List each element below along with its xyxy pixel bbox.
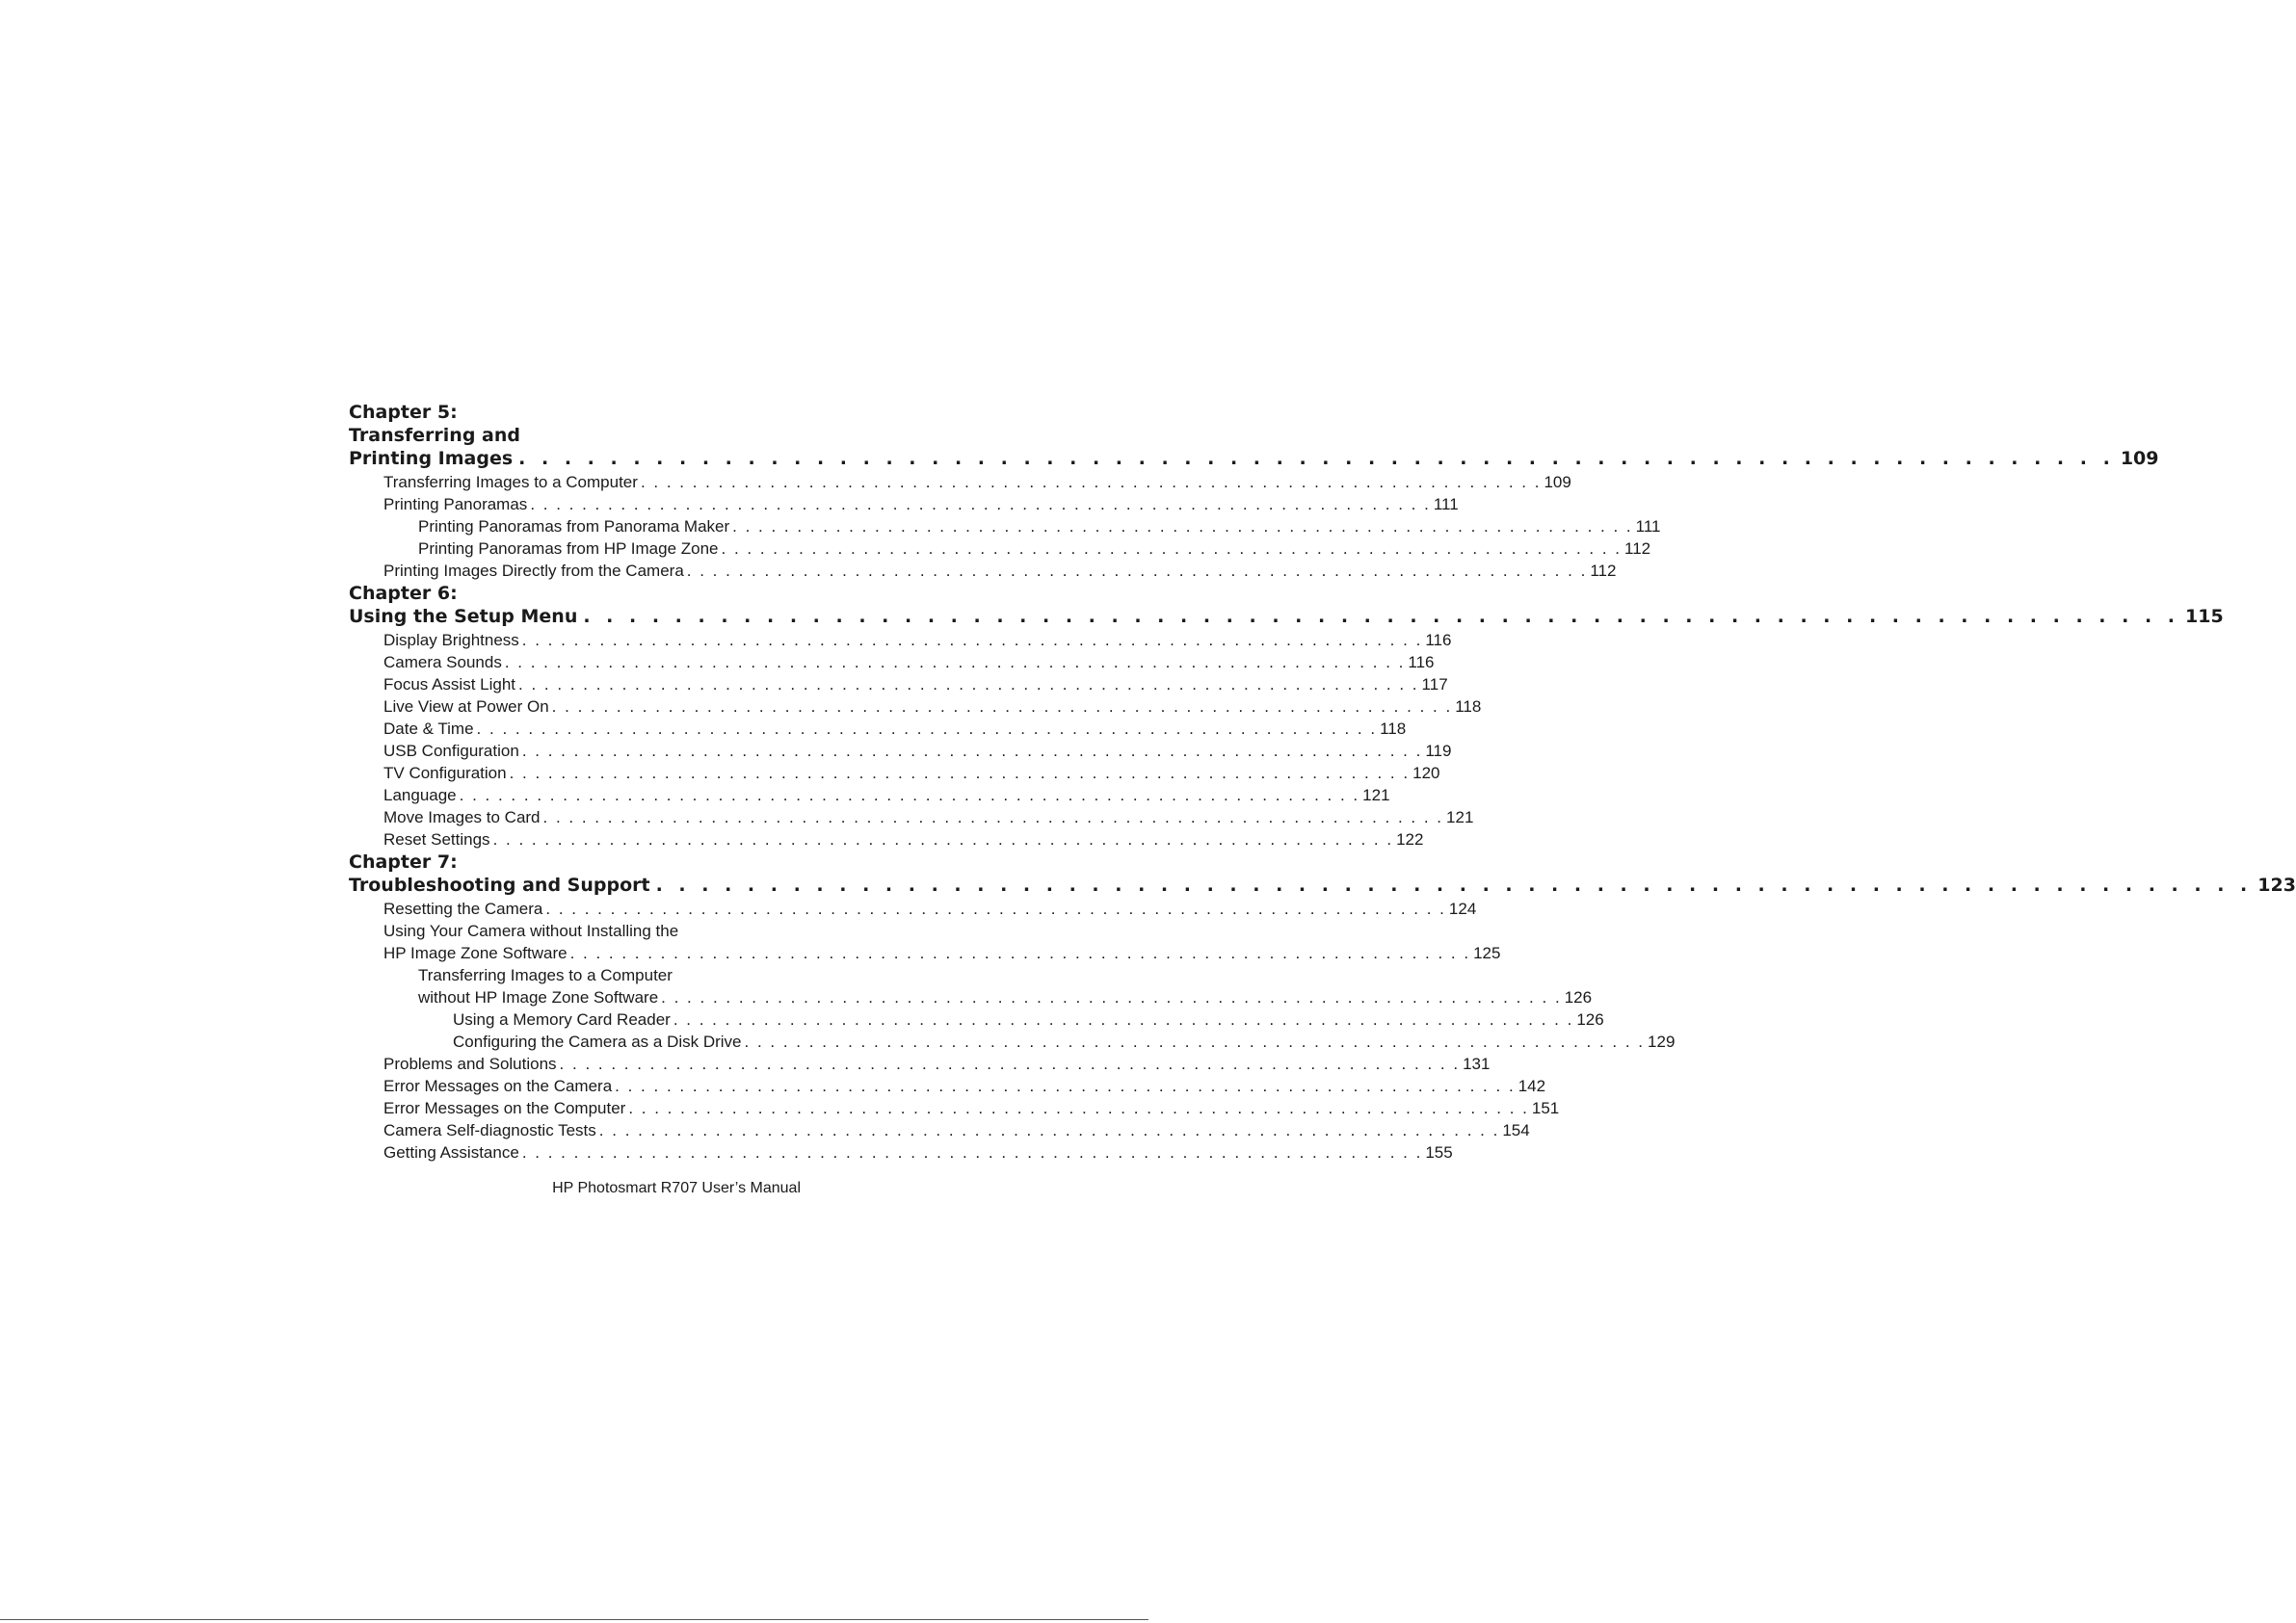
- page-number: 155: [1425, 1143, 1453, 1162]
- toc-entry[interactable]: [349, 673, 1448, 695]
- toc-entry[interactable]: [349, 762, 1440, 784]
- entry-title: HP Image Zone Software: [383, 944, 567, 962]
- page-number: 151: [1531, 1099, 1560, 1117]
- entry-title: Printing Panoramas: [383, 495, 528, 513]
- entry-title: USB Configuration: [383, 742, 519, 760]
- toc-entry[interactable]: [349, 828, 1424, 851]
- chapter-title: Using the Setup Menu: [349, 606, 578, 627]
- leader-dots: . . . . . . . . . . . . . . . . . . . . . . . . . . . . . . . . . . . . . . . . . . . . . . . . . . . . . . . . . . . . . . . . . . . . . .: [518, 448, 2115, 469]
- toc-entry[interactable]: [349, 651, 1435, 673]
- entry-title: TV Configuration: [383, 764, 507, 782]
- chapter-5-title-line1: Transferring and: [349, 425, 520, 446]
- page-number: 121: [1362, 786, 1390, 804]
- toc-entry[interactable]: [349, 1053, 1491, 1075]
- leader-dots: . . . . . . . . . . . . . . . . . . . . . . . . . . . . . . . . . . . . . . . . . . . . . . . . . . . . . . . . . . . . . . . . . . . . . .: [518, 675, 1419, 694]
- entry-title: Date & Time: [383, 720, 474, 738]
- entry-title: without HP Image Zone Software: [418, 988, 659, 1007]
- leader-dots: . . . . . . . . . . . . . . . . . . . . . . . . . . . . . . . . . . . . . . . . . . . . . . . . . . . . . . . . . . . . . . . . . . . . . .: [509, 764, 1411, 782]
- toc-entry[interactable]: [349, 560, 1617, 582]
- toc-entry[interactable]: [349, 1097, 1560, 1119]
- page-number: 111: [1635, 517, 1661, 536]
- leader-dots: . . . . . . . . . . . . . . . . . . . . . . . . . . . . . . . . . . . . . . . . . . . . . . . . . . . . . . . . . . . . . . . . . . . . . .: [504, 653, 1406, 671]
- leader-dots: . . . . . . . . . . . . . . . . . . . . . . . . . . . . . . . . . . . . . . . . . . . . . . . . . . . . . . . . . . . . . . . . . . . . . .: [686, 562, 1588, 580]
- chapter-6-heading[interactable]: [349, 605, 2224, 629]
- leader-dots: . . . . . . . . . . . . . . . . . . . . . . . . . . . . . . . . . . . . . . . . . . . . . . . . . . . . . . . . . . . . . . . . . . . . . .: [476, 720, 1378, 738]
- toc-entry[interactable]: [349, 784, 1390, 806]
- toc-entry[interactable]: [349, 629, 1452, 651]
- entry-title: Using Your Camera without Installing the: [383, 922, 679, 940]
- page-number: 124: [1448, 900, 1477, 918]
- page-number: 126: [1564, 988, 1593, 1007]
- page-number: 129: [1648, 1033, 1676, 1051]
- toc-entry[interactable]: [349, 1075, 1546, 1097]
- page-number: 109: [1544, 473, 1571, 491]
- leader-dots: . . . . . . . . . . . . . . . . . . . . . . . . . . . . . . . . . . . . . . . . . . . . . . . . . . . . . . . . . . . . . . . . . . . . . .: [551, 697, 1453, 716]
- page-number: 121: [1446, 808, 1474, 826]
- leader-dots: . . . . . . . . . . . . . . . . . . . . . . . . . . . . . . . . . . . . . . . . . . . . . . . . . . . . . . . . . . . . . . . . . . . . . .: [521, 1143, 1423, 1162]
- leader-dots: . . . . . . . . . . . . . . . . . . . . . . . . . . . . . . . . . . . . . . . . . . . . . . . . . . . . . . . . . . . . . . . . . . . . . .: [661, 988, 1562, 1007]
- page-number: 120: [1412, 764, 1440, 782]
- entry-title: Transferring Images to a Computer: [418, 966, 673, 984]
- toc-entry[interactable]: [349, 718, 1407, 740]
- toc-entry[interactable]: [349, 942, 1501, 964]
- page-number: 126: [1576, 1010, 1604, 1029]
- entry-title: Resetting the Camera: [383, 900, 543, 918]
- page-number: 112: [1590, 562, 1617, 580]
- page-number: 109: [2120, 448, 2159, 469]
- toc-entry[interactable]: [349, 1119, 1530, 1141]
- leader-dots: . . . . . . . . . . . . . . . . . . . . . . . . . . . . . . . . . . . . . . . . . . . . . . . . . . . . . . . . . . . . . . . . . . . . . .: [615, 1077, 1516, 1095]
- entry-title: Using a Memory Card Reader: [453, 1010, 671, 1029]
- leader-dots: . . . . . . . . . . . . . . . . . . . . . . . . . . . . . . . . . . . . . . . . . . . . . . . . . . . . . . . . . . . . . . . . . . . . . .: [521, 631, 1423, 649]
- leader-dots: . . . . . . . . . . . . . . . . . . . . . . . . . . . . . . . . . . . . . . . . . . . . . . . . . . . . . . . . . . . . . . . . . . . . . .: [598, 1121, 1500, 1139]
- entry-title: Printing Panoramas from Panorama Maker: [418, 517, 730, 536]
- toc-entry[interactable]: [349, 898, 1477, 920]
- page-number: 125: [1473, 944, 1501, 962]
- chapter-5-heading[interactable]: [349, 447, 2159, 471]
- toc-entry[interactable]: [349, 493, 1459, 515]
- toc-entry[interactable]: [349, 695, 1482, 718]
- leader-dots: . . . . . . . . . . . . . . . . . . . . . . . . . . . . . . . . . . . . . . . . . . . . . . . . . . . . . . . . . . . . . . . . . . . . . .: [521, 742, 1423, 760]
- page-edge-rule: [0, 1619, 1148, 1620]
- toc-entry-continued[interactable]: [349, 964, 801, 986]
- toc-entry[interactable]: [349, 471, 1571, 493]
- leader-dots: . . . . . . . . . . . . . . . . . . . . . . . . . . . . . . . . . . . . . . . . . . . . . . . . . . . . . . . . . . . . . . . . . . . . . .: [559, 1055, 1461, 1073]
- toc-entry[interactable]: [349, 806, 1474, 828]
- page-number: 154: [1502, 1121, 1530, 1139]
- leader-dots: . . . . . . . . . . . . . . . . . . . . . . . . . . . . . . . . . . . . . . . . . . . . . . . . . . . . . . . . . . . . . . . . . . . . . .: [673, 1010, 1574, 1029]
- page-number: 131: [1463, 1055, 1491, 1073]
- toc-entry[interactable]: [349, 986, 1593, 1008]
- leader-dots: . . . . . . . . . . . . . . . . . . . . . . . . . . . . . . . . . . . . . . . . . . . . . . . . . . . . . . . . . . . . . . . . . . . . . .: [721, 539, 1623, 558]
- leader-dots: . . . . . . . . . . . . . . . . . . . . . . . . . . . . . . . . . . . . . . . . . . . . . . . . . . . . . . . . . . . . . . . . . . . . . .: [583, 606, 2180, 627]
- page-number: 117: [1421, 675, 1448, 694]
- leader-dots: . . . . . . . . . . . . . . . . . . . . . . . . . . . . . . . . . . . . . . . . . . . . . . . . . . . . . . . . . . . . . . . . . . . . . .: [530, 495, 1431, 513]
- toc-entry[interactable]: [349, 1031, 1676, 1053]
- page-footer: HP Photosmart R707 User’s Manual: [552, 1180, 801, 1196]
- entry-title: Reset Settings: [383, 830, 490, 849]
- entry-title: Move Images to Card: [383, 808, 541, 826]
- leader-dots: . . . . . . . . . . . . . . . . . . . . . . . . . . . . . . . . . . . . . . . . . . . . . . . . . . . . . . . . . . . . . . . . . . . . . .: [655, 875, 2253, 896]
- entry-title: Live View at Power On: [383, 697, 549, 716]
- toc-entry[interactable]: [349, 740, 1452, 762]
- toc-entry[interactable]: [349, 515, 1661, 537]
- entry-title: Error Messages on the Camera: [383, 1077, 613, 1095]
- page-number: 116: [1425, 631, 1452, 649]
- page-number: 118: [1455, 697, 1482, 716]
- entry-title: Getting Assistance: [383, 1143, 519, 1162]
- table-of-contents: [349, 401, 2296, 1164]
- entry-title: Printing Panoramas from HP Image Zone: [418, 539, 719, 558]
- leader-dots: . . . . . . . . . . . . . . . . . . . . . . . . . . . . . . . . . . . . . . . . . . . . . . . . . . . . . . . . . . . . . . . . . . . . . .: [628, 1099, 1529, 1117]
- entry-title: Error Messages on the Computer: [383, 1099, 626, 1117]
- page-number: 111: [1433, 495, 1459, 513]
- leader-dots: . . . . . . . . . . . . . . . . . . . . . . . . . . . . . . . . . . . . . . . . . . . . . . . . . . . . . . . . . . . . . . . . . . . . . .: [744, 1033, 1646, 1051]
- chapter-5-label: Chapter 5:: [349, 402, 458, 423]
- toc-entry-continued[interactable]: [349, 920, 801, 942]
- leader-dots: . . . . . . . . . . . . . . . . . . . . . . . . . . . . . . . . . . . . . . . . . . . . . . . . . . . . . . . . . . . . . . . . . . . . . .: [545, 900, 1446, 918]
- entry-title: Focus Assist Light: [383, 675, 516, 694]
- page-number: 123: [2257, 875, 2296, 896]
- leader-dots: . . . . . . . . . . . . . . . . . . . . . . . . . . . . . . . . . . . . . . . . . . . . . . . . . . . . . . . . . . . . . . . . . . . . . .: [459, 786, 1360, 804]
- leader-dots: . . . . . . . . . . . . . . . . . . . . . . . . . . . . . . . . . . . . . . . . . . . . . . . . . . . . . . . . . . . . . . . . . . . . . .: [492, 830, 1394, 849]
- entry-title: Camera Sounds: [383, 653, 502, 671]
- toc-entry[interactable]: [349, 1141, 1453, 1164]
- entry-title: Display Brightness: [383, 631, 519, 649]
- page-number: 142: [1517, 1077, 1546, 1095]
- entry-title: Problems and Solutions: [383, 1055, 557, 1073]
- toc-entry[interactable]: [349, 537, 1651, 560]
- leader-dots: . . . . . . . . . . . . . . . . . . . . . . . . . . . . . . . . . . . . . . . . . . . . . . . . . . . . . . . . . . . . . . . . . . . . . .: [542, 808, 1444, 826]
- page-number: 115: [2185, 606, 2224, 627]
- entry-title: Transferring Images to a Computer: [383, 473, 638, 491]
- page-number: 122: [1396, 830, 1424, 849]
- chapter-title: Printing Images: [349, 448, 514, 469]
- page-number: 119: [1425, 742, 1452, 760]
- chapter-6-label: Chapter 6:: [349, 583, 458, 604]
- toc-entry[interactable]: [349, 1008, 1604, 1031]
- chapter-7-label: Chapter 7:: [349, 851, 458, 873]
- entry-title: Configuring the Camera as a Disk Drive: [453, 1033, 742, 1051]
- chapter-title: Troubleshooting and Support: [349, 875, 650, 896]
- page-number: 118: [1380, 720, 1407, 738]
- leader-dots: . . . . . . . . . . . . . . . . . . . . . . . . . . . . . . . . . . . . . . . . . . . . . . . . . . . . . . . . . . . . . . . . . . . . . .: [732, 517, 1633, 536]
- chapter-7-heading[interactable]: [349, 874, 2296, 898]
- leader-dots: . . . . . . . . . . . . . . . . . . . . . . . . . . . . . . . . . . . . . . . . . . . . . . . . . . . . . . . . . . . . . . . . . . . . . .: [640, 473, 1542, 491]
- leader-dots: . . . . . . . . . . . . . . . . . . . . . . . . . . . . . . . . . . . . . . . . . . . . . . . . . . . . . . . . . . . . . . . . . . . . . .: [569, 944, 1471, 962]
- entry-title: Language: [383, 786, 457, 804]
- entry-title: Printing Images Directly from the Camera: [383, 562, 684, 580]
- page-number: 112: [1624, 539, 1651, 558]
- entry-title: Camera Self-diagnostic Tests: [383, 1121, 596, 1139]
- page-number: 116: [1408, 653, 1435, 671]
